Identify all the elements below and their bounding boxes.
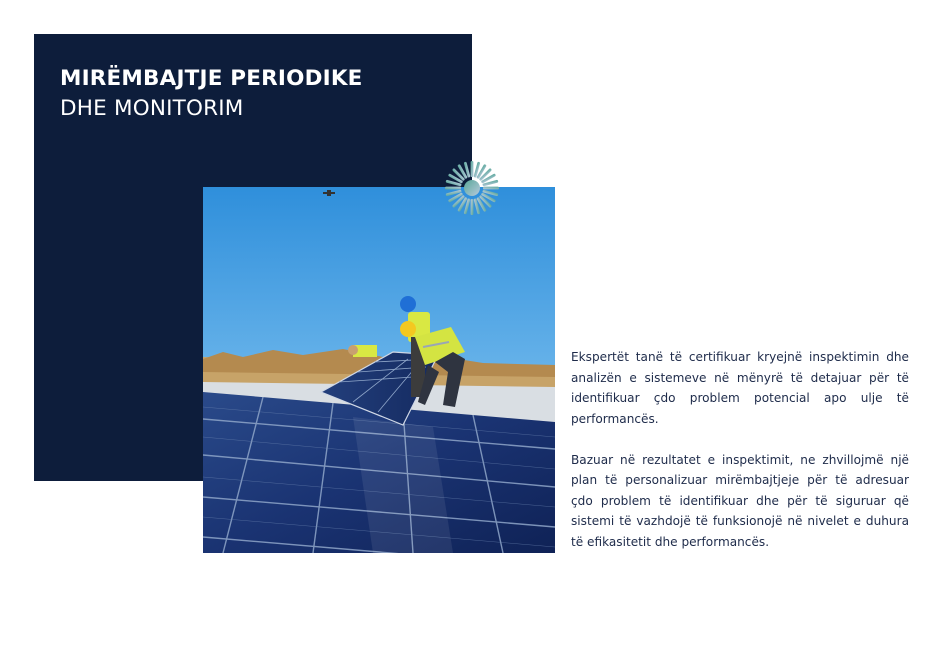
title-light-line: DHE MONITORIM	[60, 96, 244, 121]
section-title	[60, 65, 363, 125]
title-bold-line: MIRËMBAJTJE PERIODIKE	[60, 66, 363, 91]
paragraph-maintenance-plan: Bazuar në rezultatet e inspektimit, ne zhvillojmë një plan të personalizuar mirëmbajtjeje për të adresuar çdo problem të identifikuar dhe për të siguruar që sistemi të vazhdojë të funksionojë në nivelet e duhura të efikasitetit dhe performancës.	[571, 452, 909, 549]
paragraph-inspection: Ekspertët tanë të certifikuar kryejnë inspektimin dhe analizën e sistemeve në mënyrë të detajuar për të identifikuar çdo problem potencial apo ulje të performancës.	[571, 350, 909, 426]
solar-panel-photo	[203, 187, 555, 553]
sunburst-icon	[444, 160, 500, 216]
body-text	[571, 347, 909, 552]
